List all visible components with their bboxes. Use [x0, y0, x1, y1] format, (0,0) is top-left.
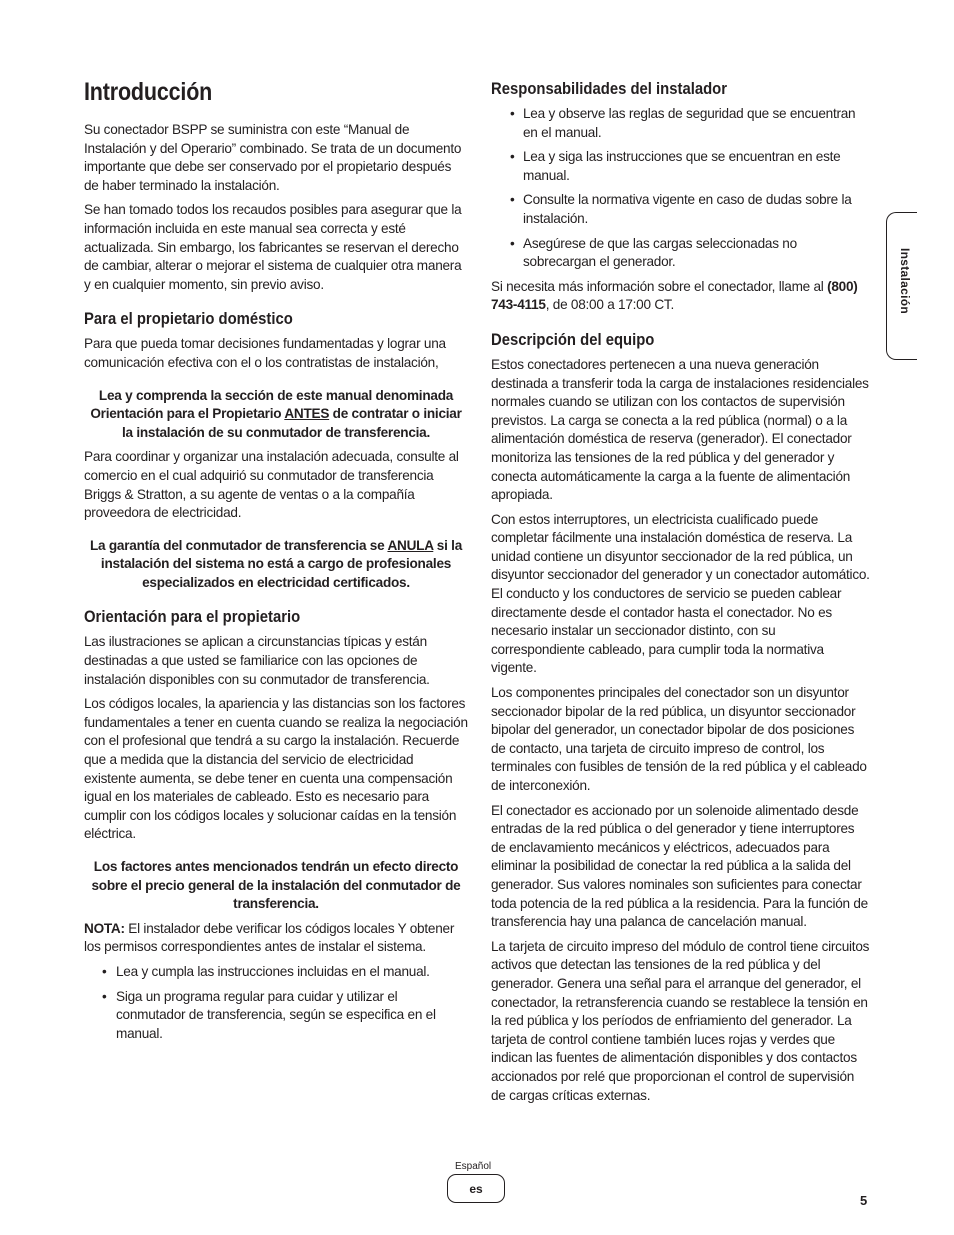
note-paragraph	[84, 920, 468, 957]
list-item	[491, 235, 871, 272]
bullet-icon: •	[510, 192, 515, 208]
warranty-warning	[84, 537, 468, 593]
list-item-text: Lea y siga las instrucciones que se encuentran en este manual.	[523, 149, 841, 183]
list-item-text: Lea y observe las reglas de seguridad que se encuentran en el manual.	[523, 106, 856, 140]
contact-info	[491, 278, 871, 315]
intro-paragraph-1: Su conectador BSPP se suministra con este “Manual de Instalación y del Operario” combinado. Se trata de un documento importante que debe ser conservado por el propietario después de haber terminado la instalación.	[84, 122, 462, 193]
page-number: 5	[860, 1193, 868, 1208]
contact-info-part-a: Si necesita más información sobre el conectador, llame al	[491, 278, 828, 294]
list-item	[491, 105, 871, 142]
bullet-icon: •	[510, 106, 515, 121]
orientation-heading: Orientación para el propietario	[84, 608, 301, 627]
list-item-text: Asegúrese de que las cargas seleccionadas no sobrecargan el generador.	[523, 235, 797, 270]
note-text: El instalador debe verificar los códigos locales Y obtener los permisos correspondientes antes de instalar el sistema.	[84, 920, 455, 955]
list-item-text: Consulte la normativa vigente en caso de dudas sobre la instalación.	[523, 192, 852, 226]
intro-paragraph-2: Se han tomado todos los recaudos posibles para asegurar que la información incluida en este manual sea correcta y esté actualizada. Sin embargo, los fabricantes se reservan el derecho de cambiar, alterar o mejorar el sistema de cualquier otra manera y en cualquier momento, sin previo aviso.	[84, 202, 462, 292]
owner-warning-1	[84, 387, 468, 443]
description-paragraph-1: Estos conectadores pertenecen a una nueva generación destinada a transferir toda la carga de instalaciones residenciales normales cuando se utilizan con los contactos de supervisión previstos. La carga se conecta a la red pública (normal) o a la alimentación doméstica de reserva (generador). El conectador monitoriza las tensiones de la red pública y del generador y conecta automáticamente la carga a la fuente de alimentación apropiada.	[491, 356, 869, 503]
phone-number: (800) 743-4115	[491, 278, 858, 313]
owner-heading: Para el propietario doméstico	[84, 310, 293, 329]
owner-warning-1-part-b: de contratar o iniciar la instalación de su conmutador de transferencia.	[121, 406, 462, 440]
list-item-text: Lea y cumpla las instrucciones incluidas en el manual.	[116, 963, 430, 979]
owner-paragraph-1: Para que pueda tomar decisiones fundamentadas y lograr una comunicación efectiva con el o los contratistas de instalación,	[84, 336, 446, 370]
contact-info-part-b: , de 08:00 a 17:00 CT.	[545, 297, 674, 313]
page-title: Introducción	[84, 78, 213, 106]
orientation-paragraph-2: Los códigos locales, la apariencia y las distancias son los factores fundamentales a tener en cuenta cuando se realiza la negociación con el profesional que tendrá a su cargo la instalación. Recuerde que a medida que la distancia del servicio de electricidad existente aumenta, se debe tener en cuenta una compensación igual en los materiales de cableado. Esto es necesario para cumplir con los códigos locales y solucionar caídas en la tensión eléctrica.	[84, 696, 468, 842]
list-item	[84, 988, 468, 1044]
installer-heading: Responsabilidades del instalador	[491, 80, 728, 98]
bullet-icon: •	[102, 963, 107, 979]
description-paragraph-2: Con estos interruptores, un electricista cualificado puede completar fácilmente una instalación doméstica de reserva. La unidad contiene un disyuntor seccionador de la red pública, un disyuntor seccionador del generador y un conectador automático. El conducto y los conductores de servicio se pueden cablear directamente desde el contador hasta el conectador. No es necesario instalar un seccionador distinto, con su correspondiente cableado, para cumplir toda la normativa vigente.	[491, 511, 870, 676]
note-label: NOTA:	[84, 920, 125, 936]
owner-bullet-list	[84, 963, 468, 1043]
list-item-text: Siga un programa regular para cuidar y utilizar el conmutador de transferencia, según se especifica en el manual.	[116, 988, 436, 1041]
bullet-icon: •	[510, 149, 515, 165]
language-badge: es	[447, 1174, 505, 1203]
left-column	[84, 78, 468, 1049]
list-item	[491, 148, 871, 185]
description-paragraph-4: El conectador es accionado por un solenoide alimentado desde entradas de la red pública o del generador y tiene interruptores de enclavamiento mecánicos y eléctricos, adecuados para eliminar la posibilidad de conectar la red pública a la salida del generador. Sus valores nominales son suficientes para conectar toda potencia de la red pública a la residencia. Para la función de transferencia hay una palanca de cancelación manual.	[491, 802, 868, 930]
owner-paragraph-2: Para coordinar y organizar una instalación adecuada, consulte al comercio en el cual adquirió su conmutador de transferencia Briggs & Stratton, a su agente de ventas o a la compañía proveedora de electricidad.	[84, 449, 459, 521]
language-label: Español	[455, 1161, 492, 1172]
warranty-warning-underlined: ANULA	[387, 537, 434, 553]
section-side-tab-label: Instalación	[898, 248, 912, 314]
orientation-paragraph-1: Las ilustraciones se aplican a circunstancias típicas y están destinadas a que usted se familiarice con las opciones de instalación disponibles con su conmutador de transferencia.	[84, 634, 430, 687]
right-column	[491, 80, 871, 1111]
owner-warning-1-part-a: Lea y comprenda la sección de este manual denominada Orientación para el Propietario	[90, 387, 454, 422]
list-item	[84, 963, 468, 982]
bullet-icon: •	[102, 988, 107, 1004]
list-item	[491, 191, 871, 228]
warranty-warning-part-a: La garantía del conmutador de transferencia se	[89, 537, 388, 553]
owner-warning-1-underlined: ANTES	[284, 406, 330, 422]
bullet-icon: •	[510, 235, 515, 251]
description-paragraph-5: La tarjeta de circuito impreso del módulo de control tiene circuitos activos que detectan las tensiones de la red pública y del generador. Genera una señal para el arranque del generador, el conectador, la retransferencia cuando se restablece la tensión en la red pública y los períodos de enfriamiento del generador. La tarjeta de control contiene también luces rojas y verdes que indican las fuentes de alimentación disponibles y dos contactos accionados por relé que proporcionan el control de supervisión de cargas críticas externas.	[491, 938, 870, 1103]
installer-bullet-list	[491, 105, 871, 272]
description-paragraph-3: Los componentes principales del conectador son un disyuntor seccionador bipolar de la red pública, un disyuntor seccionador bipolar del generador, un conectador bipolar de dos posiciones de contacto, una tarjeta de circuito impreso de control, los terminales con fusibles de tensión de la red pública y el cableado de interconexión.	[491, 685, 867, 793]
warranty-warning-part-b: si la instalación del sistema no está a cargo de profesionales especializados en electricidad certificados.	[100, 537, 463, 590]
description-heading: Descripción del equipo	[491, 330, 655, 349]
orientation-bold-note: Los factores antes mencionados tendrán un efecto directo sobre el precio general de la instalación del conmutador de transferencia.	[91, 859, 461, 912]
